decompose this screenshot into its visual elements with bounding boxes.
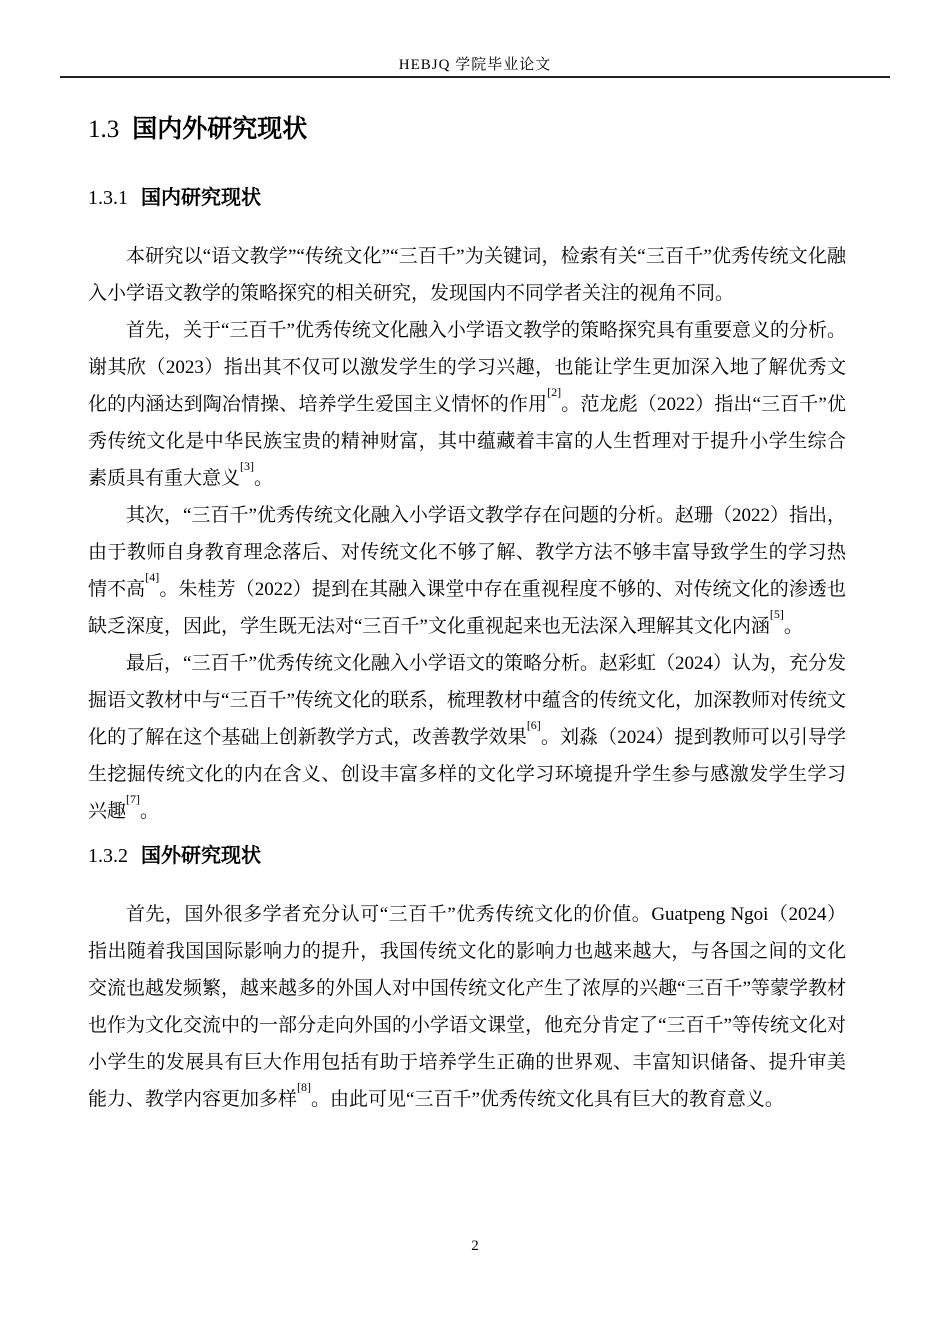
citation-ref-6: [6] [526,717,541,732]
paragraph-5 [88,896,846,1118]
page-footer [0,1236,950,1256]
sub-heading-1-3-2 [88,842,846,870]
citation-ref-2: [2] [547,384,562,399]
header-title: HEBJQ 学院毕业论文 [398,57,552,73]
paragraph-text: 。 [140,801,160,822]
paragraph-text: 。 [254,468,274,489]
paragraph-4 [88,645,846,830]
page-header [60,0,890,76]
paragraph-text: 。刘淼（2024）提到教师可以引导学生挖掘传统文化的内在含义、创设丰富多样的文化学习环境提升学生参与感激发学生学习兴趣 [88,727,846,822]
sub-heading-1-3-1 [88,184,846,212]
sub-section-title: 国内研究现状 [141,187,261,209]
sub-section-number: 1.3.2 [88,845,128,867]
paragraph-1 [88,238,846,312]
paragraph-text: 最后，“三百千”优秀传统文化融入小学语文的策略分析。赵彩虹（2024）认为，充分发掘语文教材中与“三百千”传统文化的联系，梳理教材中蕴含的传统文化，加深教师对传统文化的了解在这个基础上创新教学方式，改善教学效果 [88,653,846,748]
citation-ref-7: [7] [126,791,141,806]
paragraph-text: 。朱桂芳（2022）提到在其融入课堂中存在重视程度不够的、对传统文化的渗透也缺乏深度，因此，学生既无法对“三百千”文化重视起来也无法深入理解其文化内涵 [88,579,846,637]
paragraph-2 [88,312,846,497]
section-number: 1.3 [88,116,120,143]
page-number: 2 [471,1238,479,1254]
paragraph-text: 。范龙彪（2022）指出“三百千”优秀传统文化是中华民族宝贵的精神财富，其中蕴藏着丰富的人生哲理对于提升小学生综合素质具有重大意义 [88,394,846,489]
header-divider [60,76,890,78]
paragraph-text: 首先，关于“三百千”优秀传统文化融入小学语文教学的策略探究具有重要意义的分析。谢其欣（2023）指出其不仅可以激发学生的学习兴趣，也能让学生更加深入地了解优秀文化的内涵达到陶冶情操、培养学生爱国主义情怀的作用 [88,320,846,415]
paragraph-text: 其次，“三百千”优秀传统文化融入小学语文教学存在问题的分析。赵珊（2022）指出，由于教师自身教育理念落后、对传统文化不够了解、教学方法不够丰富导致学生的学习热情不高 [88,505,846,600]
document-content [88,111,846,1118]
sub-section-number: 1.3.1 [88,187,128,209]
paragraph-3 [88,497,846,645]
paragraph-text: 本研究以“语文教学”“传统文化”“三百千”为关键词，检索有关“三百千”优秀传统文化融入小学语文教学的策略探究的相关研究，发现国内不同学者关注的视角不同。 [88,246,846,304]
paragraph-text: 。 [783,616,803,637]
citation-ref-8: [8] [297,1079,312,1094]
citation-ref-4: [4] [145,569,160,584]
section-heading-1-3 [88,111,846,148]
citation-ref-5: [5] [769,606,784,621]
paragraph-text: 。由此可见“三百千”优秀传统文化具有巨大的教育意义。 [311,1089,784,1110]
paragraph-text: 首先，国外很多学者充分认可“三百千”优秀传统文化的价值。Guatpeng Ngoi（2024）指出随着我国国际影响力的提升，我国传统文化的影响力也越来越大，与各国之间的文化交流也越发频繁，越来越多的外国人对中国传统文化产生了浓厚的兴趣“三百千”等蒙学教材也作为文化交流中的一部分走向外国的小学语文课堂，他充分肯定了“三百千”等传统文化对小学生的发展具有巨大作用包括有助于培养学生正确的世界观、丰富知识储备、提升审美能力、教学内容更加多样 [88,904,846,1110]
citation-ref-3: [3] [240,458,255,473]
section-title: 国内外研究现状 [132,115,308,143]
sub-section-title: 国外研究现状 [141,845,261,867]
